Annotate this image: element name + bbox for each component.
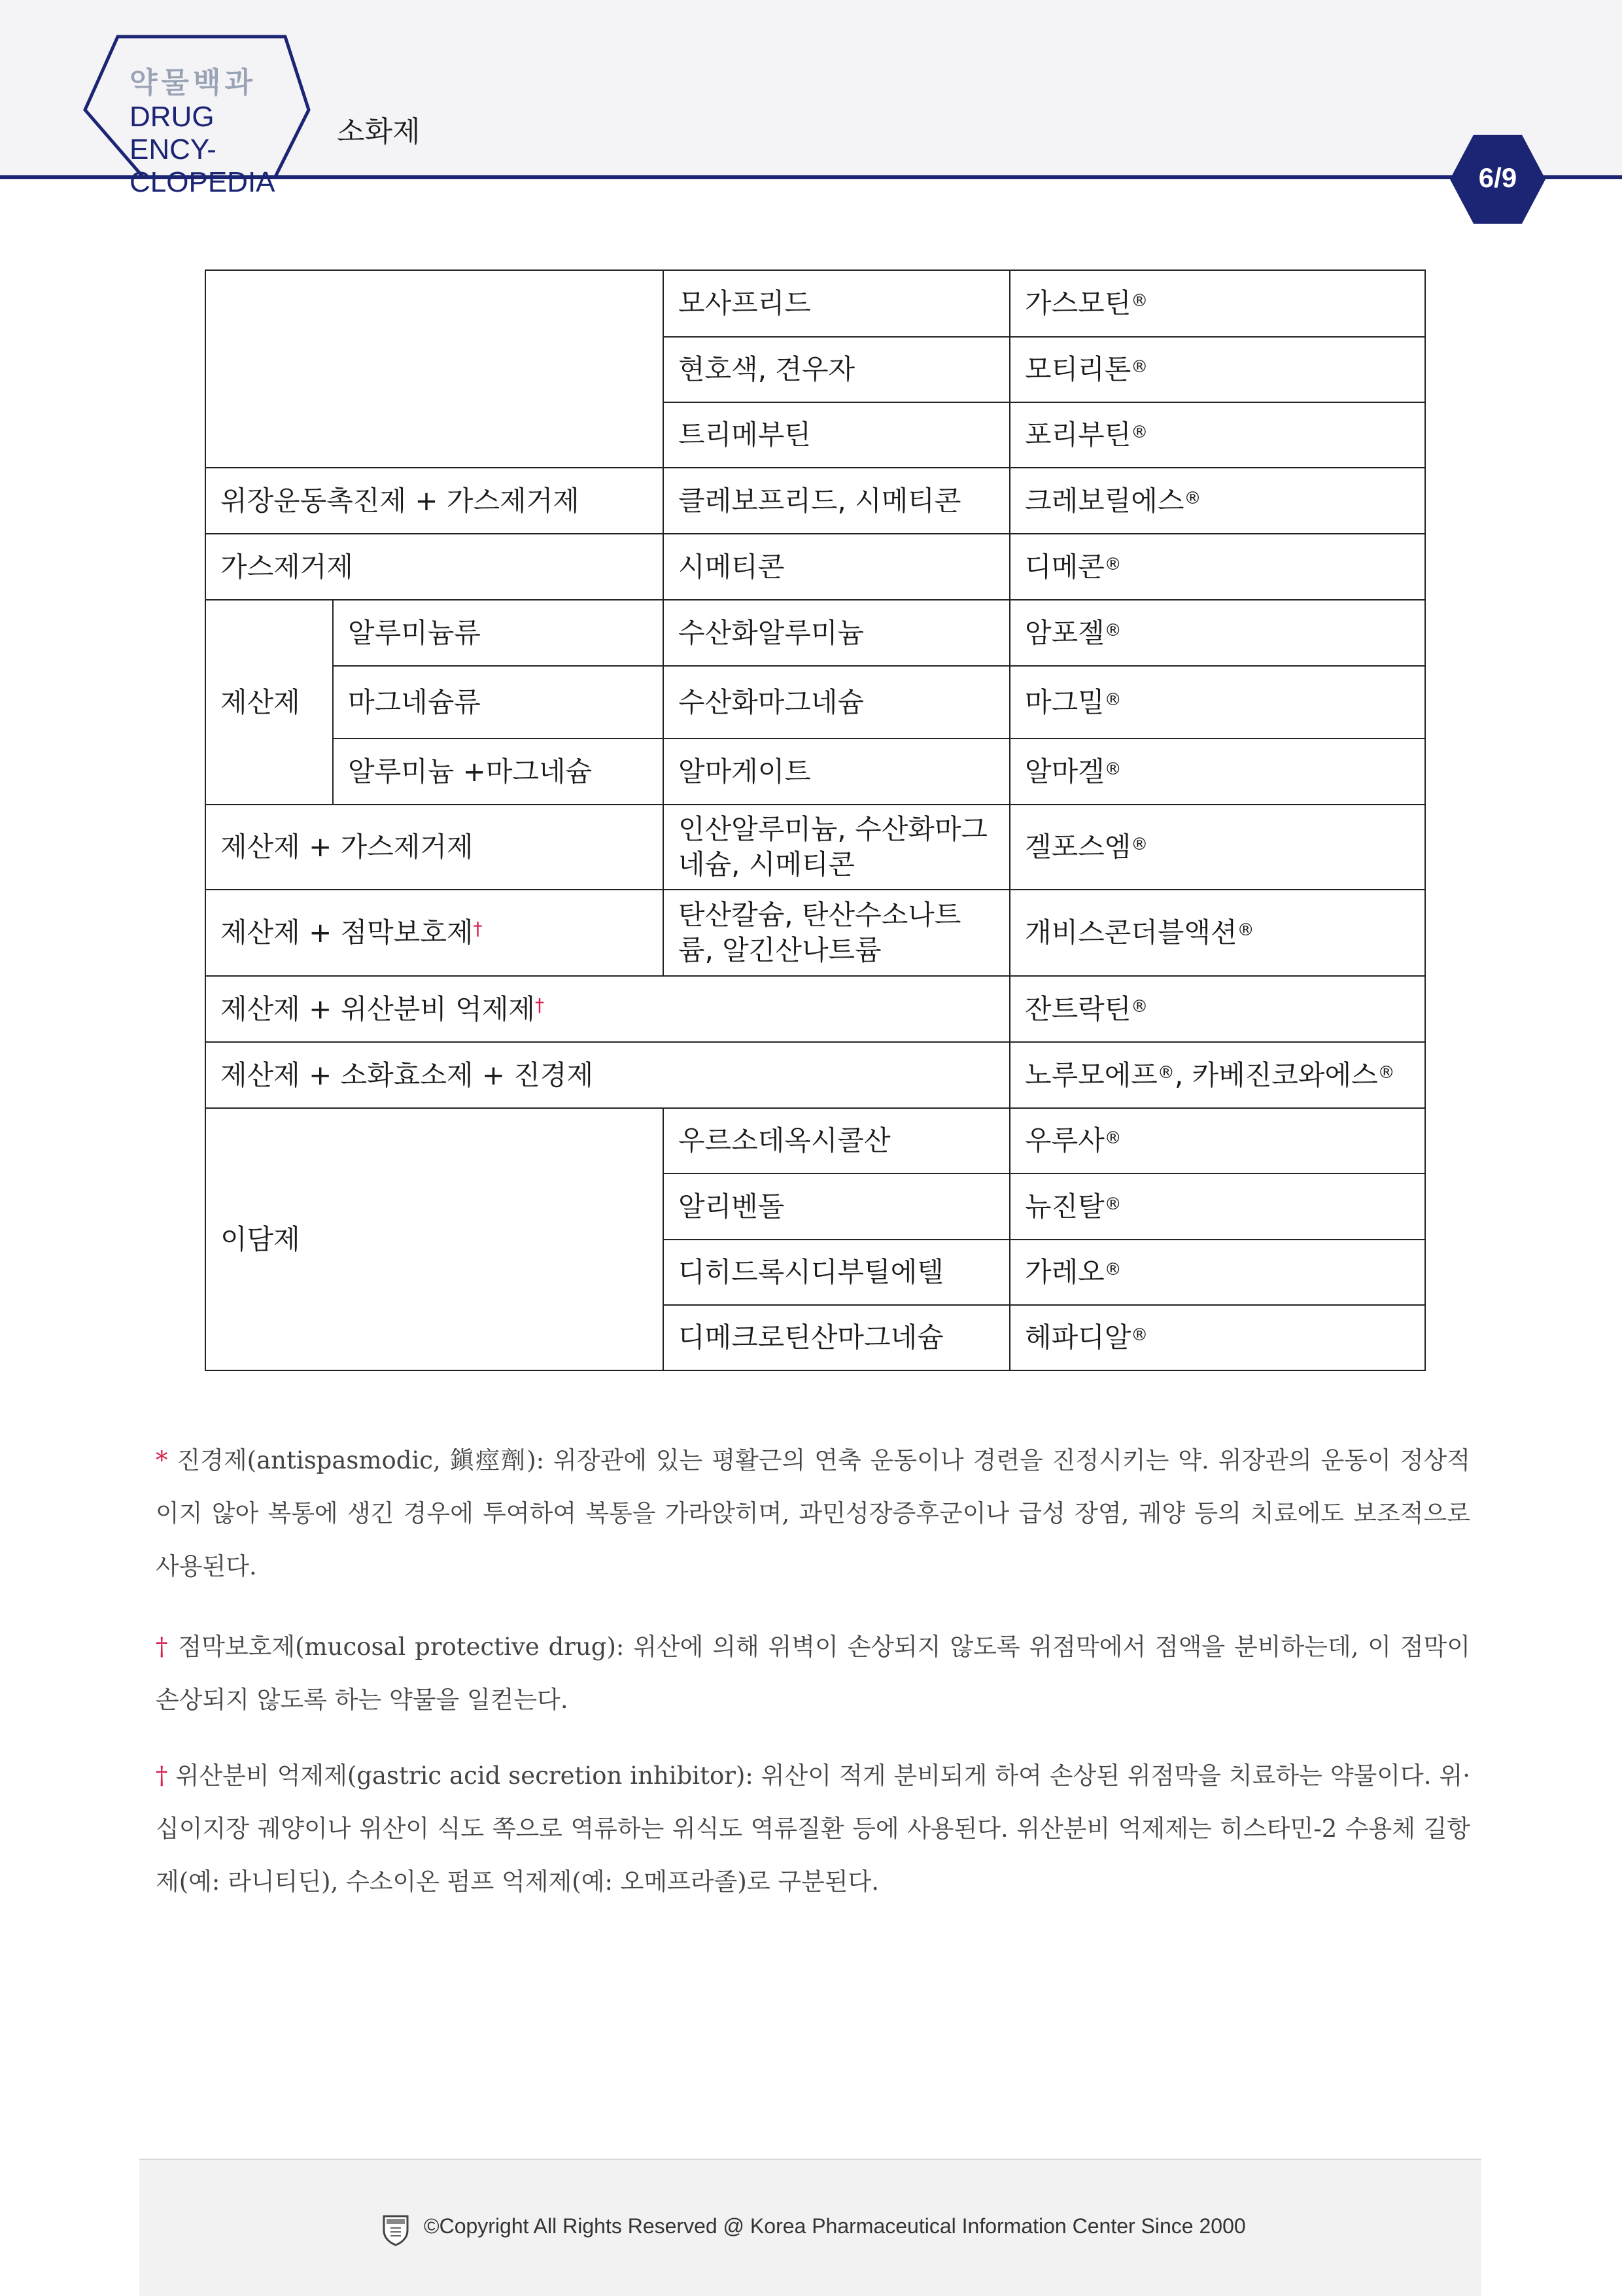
category-cell: 제산제 + 위산분비 억제제† [205,976,1010,1042]
product-cell: 마그밀® [1010,666,1425,739]
table-row [205,600,1425,666]
group-cell-choleretic: 이담제 [205,1108,663,1370]
ingredient-cell: 알마게이트 [663,739,1010,805]
footnote-mucosal-protective [156,1620,1470,1726]
table-row [205,534,1425,600]
ingredient-cell: 수산화알루미늄 [663,600,1010,666]
brand-english-line2: CLOPEDIA [129,166,275,198]
page-number: 6/9 [1478,162,1517,193]
copyright-text: ©Copyright All Rights Reserved @ Korea Pharmaceutical Information Center Since 2000 [424,2214,1246,2238]
product-cell: 겔포스엠® [1010,805,1425,890]
category-cell: 위장운동촉진제 + 가스제거제 [205,468,663,534]
table-row [205,1042,1425,1108]
product-cell: 개비스콘더블액션® [1010,890,1425,976]
ingredient-cell: 우르소데옥시콜산 [663,1108,1010,1174]
product-cell: 크레보릴에스® [1010,468,1425,534]
ingredient-cell: 디히드록시디부틸에텔 [663,1240,1010,1305]
footnote-mark: † [156,1633,169,1661]
category-cell: 제산제 + 소화효소제 + 진경제 [205,1042,1010,1108]
brand-english-line1: DRUG ENCY- [129,101,216,165]
ingredient-cell: 클레보프리드, 시메티콘 [663,468,1010,534]
table-row [205,468,1425,534]
table-row [205,805,1425,890]
category-cell: 알루미늄 +마그네슘 [333,739,663,805]
footnote-mark: † [156,1762,168,1790]
footnote-text: 진경제(antispasmodic, 鎭痙劑): 위장관에 있는 평활근의 연축 운동이나 경련을 진정시키는 약. 위장관의 운동이 정상적이지 않아 복통에 생긴 경우에 투여하여 복통을 가라앉히며, 과민성장증후군이나 급성 장염, 궤양 등의 치료에도 보조적으로 사용된다. [156,1446,1470,1580]
product-cell: 포리부틴® [1010,402,1425,468]
product-cell: 뉴진탈® [1010,1174,1425,1240]
category-cell: 가스제거제 [205,534,663,600]
section-title: 소화제 [337,115,421,148]
ingredient-cell: 알리벤돌 [663,1174,1010,1240]
table-row [205,1108,1425,1174]
product-cell: 우루사® [1010,1108,1425,1174]
category-cell: 알루미늄류 [333,600,663,666]
ingredient-cell: 디메크로틴산마그네슘 [663,1305,1010,1370]
ingredient-cell: 수산화마그네슘 [663,666,1010,739]
table-row [205,739,1425,805]
product-cell: 헤파디알® [1010,1305,1425,1370]
footnote-mark: * [156,1446,168,1474]
ingredient-cell: 인산알루미늄, 수산화마그네슘, 시메티콘 [663,805,1010,890]
group-cell-antacid: 제산제 [205,600,333,805]
footnote-text: 점막보호제(mucosal protective drug): 위산에 의해 위벽이 손상되지 않도록 위점막에서 점액을 분비하는데, 이 점막이 손상되지 않도록 하는 약물을 일컫는다. [156,1633,1471,1714]
category-cell: 마그네슘류 [333,666,663,739]
ingredient-cell: 트리메부틴 [663,402,1010,468]
brand-korean: 약물백과 [129,66,257,99]
product-cell: 가레오® [1010,1240,1425,1305]
product-cell: 암포젤® [1010,600,1425,666]
product-cell: 알마겔® [1010,739,1425,805]
footnote-text: 위산분비 억제제(gastric acid secretion inhibitor): 위산이 적게 분비되게 하여 손상된 위점막을 치료하는 약물이다. 위·십이지장 궤양이나 위산이 식도 쪽으로 역류하는 위식도 역류질환 등에 사용된다. 위산분비 억제제는 히스타민-2 수용체 길항제(예: 라니티딘), 수소이온 펌프 억제제(예: 오메프라졸)로 구분된다. [156,1762,1471,1896]
footnote-antispasmodic [156,1434,1470,1593]
table-row [205,270,1425,337]
shield-icon [381,2214,410,2246]
brand-logo [129,65,293,199]
table-row [205,890,1425,976]
product-cell: 가스모틴® [1010,270,1425,337]
category-cell: 제산제 + 점막보호제† [205,890,663,976]
ingredient-cell: 시메티콘 [663,534,1010,600]
product-cell: 디메콘® [1010,534,1425,600]
table-row [205,976,1425,1042]
product-cell: 모티리톤® [1010,337,1425,402]
table-cell-empty [205,270,663,468]
category-cell: 제산제 + 가스제거제 [205,805,663,890]
ingredient-cell: 모사프리드 [663,270,1010,337]
ingredient-cell: 탄산칼슘, 탄산수소나트륨, 알긴산나트륨 [663,890,1010,976]
drug-table [205,270,1426,1371]
ingredient-cell: 현호색, 견우자 [663,337,1010,402]
footnote-acid-inhibitor [156,1749,1470,1908]
table-row [205,666,1425,739]
product-cell: 잔트락틴® [1010,976,1425,1042]
product-cell: 노루모에프®, 카베진코와에스® [1010,1042,1425,1108]
